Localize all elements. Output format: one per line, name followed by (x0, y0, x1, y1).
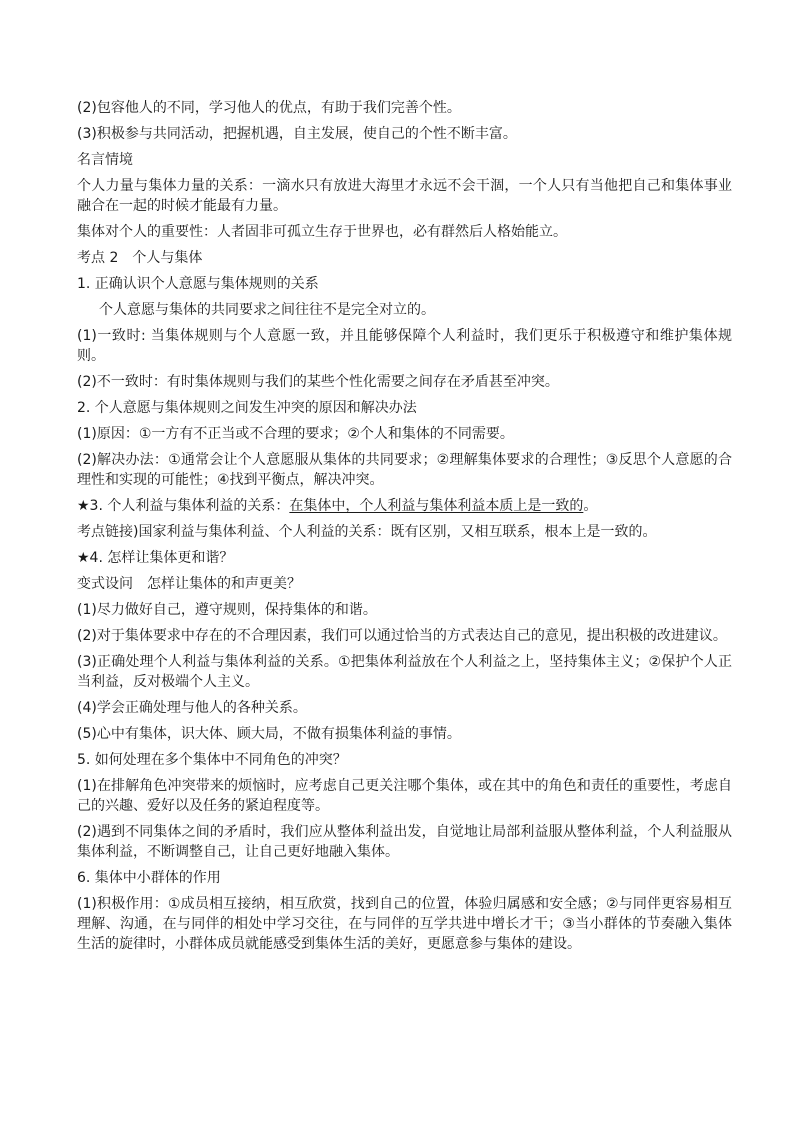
heading-3-lead: ★3. 个人利益与集体利益的关系： (77, 498, 290, 514)
paragraph-inclusion: (2)包容他人的不同，学习他人的优点，有助于我们完善个性。 (77, 100, 461, 116)
paragraph-power-relation: 个人力量与集体力量的关系：一滴水只有放进大海里才永远不会干涸，一个人只有当他把自己和集体事业融合在一起的时候才能最有力量。 (77, 178, 732, 214)
paragraph-solutions: (2)解决办法：①通常会让个人意愿服从集体的共同要求；②理解集体要求的合理性；③反思个人意愿的合理性和实现的可能性；④找到平衡点，解决冲突。 (77, 452, 732, 488)
heading-2: 2. 个人意愿与集体规则之间发生冲突的原因和解决办法 (77, 400, 417, 416)
paragraph-harmony-3: (3)正确处理个人利益与集体利益的关系。①把集体利益放在个人利益之上，坚持集体主义；②保护个人正当利益，反对极端个人主义。 (77, 654, 732, 690)
paragraph-harmony-2: (2)对于集体要求中存在的不合理因素，我们可以通过恰当的方式表达自己的意见，提出积极的改进建议。 (77, 628, 727, 644)
heading-6: 6. 集体中小群体的作用 (77, 870, 221, 886)
heading-4: ★4. 怎样让集体更和谐？ (77, 550, 234, 566)
paragraph-harmony-4: (4)学会正确处理与他人的各种关系。 (77, 700, 307, 716)
paragraph-inconsistent: (2)不一致时：有时集体规则与我们的某些个性化需要之间存在矛盾甚至冲突。 (77, 374, 559, 390)
paragraph-harmony-1: (1)尽力做好自己，遵守规则，保持集体的和谐。 (77, 602, 377, 618)
underlined-key-point: 在集体中，个人利益与集体利益本质上是一致的 (289, 498, 584, 514)
section-title-kaodian-2: 考点 2 个人与集体 (77, 250, 203, 266)
paragraph-small-group: (1)积极作用：①成员相互接纳，相互欣赏，找到自己的位置，体验归属感和安全感；②与同伴更容易相互理解、沟通，在与同伴的相处中学习交往，在与同伴的互学共进中增长才干；③当小群体的节奏融入集体生活的旋律时，小群体成员就能感受到集体生活的美好，更愿意参与集体的建设。 (77, 896, 732, 952)
paragraph-role-1: (1)在排解角色冲突带来的烦恼时，应考虑自己更关注哪个集体，或在其中的角色和责任的重要性，考虑自己的兴趣、爱好以及任务的紧迫程度等。 (77, 778, 732, 814)
paragraph-causes: (1)原因：①一方有不正当或不合理的要求；②个人和集体的不同需要。 (77, 426, 514, 442)
variant-question: 变式设问 怎样让集体的和声更美？ (77, 576, 301, 592)
heading-3-tail: 。 (583, 498, 598, 514)
paragraph-role-2: (2)遇到不同集体之间的矛盾时，我们应从整体利益出发，自觉地让局部利益服从整体利益，个人利益服从集体利益，不断调整自己，让自己更好地融入集体。 (77, 824, 732, 860)
heading-5: 5. 如何处理在多个集体中不同角色的冲突？ (77, 752, 347, 768)
paragraph-participation: (3)积极参与共同活动，把握机遇，自主发展，使自己的个性不断丰富。 (77, 126, 517, 142)
section-label-quotes: 名言情境 (77, 152, 133, 168)
heading-3 (77, 496, 732, 516)
paragraph-not-opposed: 个人意愿与集体的共同要求之间往往不是完全对立的。 (99, 302, 435, 318)
paragraph-link: 考点链接)国家利益与集体利益、个人利益的关系：既有区别，又相互联系，根本上是一致的。 (77, 524, 657, 540)
paragraph-collective-importance: 集体对个人的重要性：人者固非可孤立生存于世界也，必有群然后人格始能立。 (77, 224, 567, 240)
paragraph-consistent: (1)一致时: 当集体规则与个人意愿一致，并且能够保障个人利益时，我们更乐于积极遵守和维护集体规则。 (77, 328, 732, 364)
paragraph-harmony-5: (5)心中有集体，识大体、顾大局，不做有损集体利益的事情。 (77, 726, 461, 742)
heading-1: 1. 正确认识个人意愿与集体规则的关系 (77, 276, 319, 292)
document-page (77, 98, 732, 960)
